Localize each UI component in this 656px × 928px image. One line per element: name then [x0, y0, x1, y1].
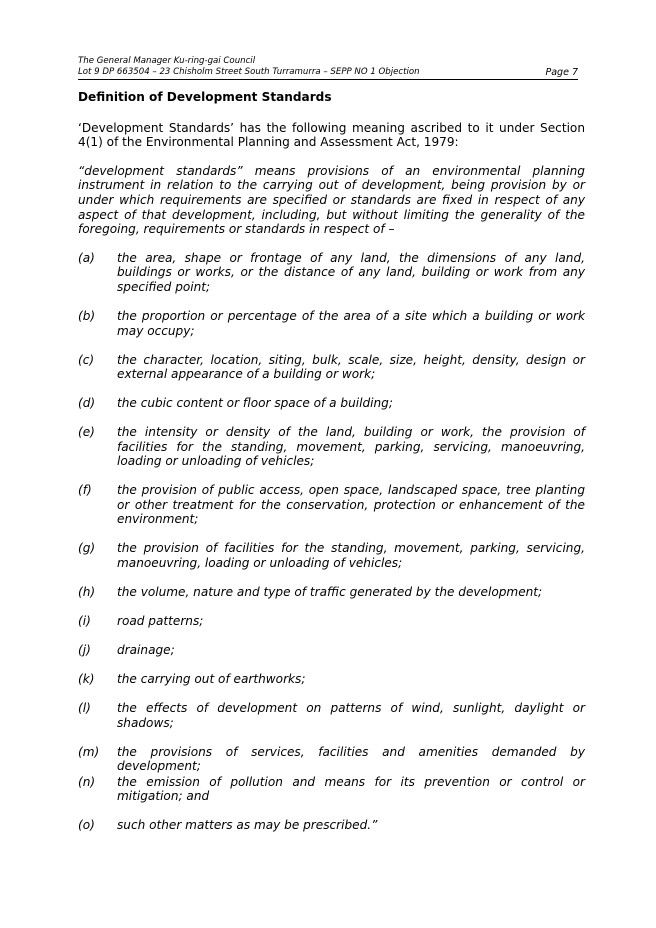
document-body: [78, 90, 585, 847]
list-item: [78, 309, 585, 338]
list-item-text: the provision of public access, open space, landscaped space, tree planting or other treatment for the conservation, protection or enhancement of the environment;: [117, 483, 585, 527]
list-item-label: (e): [78, 425, 95, 440]
list-item: [78, 643, 585, 658]
page-number: Page 7: [545, 67, 578, 78]
list-item-label: (o): [78, 818, 95, 833]
header-subject: Lot 9 DP 663504 – 23 Chisholm Street South Turramurra – SEPP NO 1 Objection: [78, 67, 420, 77]
list-item-text: the carrying out of earthworks;: [117, 671, 306, 686]
list-item-label: (l): [78, 700, 91, 715]
list-item-text: the provision of facilities for the standing, movement, parking, servicing, manoeuvring, loading or unloading of vehicles;: [117, 541, 585, 570]
list-item-label: (b): [78, 308, 96, 323]
list-item-text: the effects of development on patterns of wind, sunlight, daylight or shadows;: [117, 700, 585, 730]
list-item: [78, 775, 585, 804]
list-item-text: drainage;: [117, 642, 175, 657]
list-item: [78, 483, 585, 527]
list-item-text: the area, shape or frontage of any land, the dimensions of any land, buildings or works, or the distance of any land, building or work from any specified point;: [117, 250, 585, 294]
list-item-text: the provisions of services, facilities and amenities demanded by development;: [117, 744, 585, 774]
list-item-text: the intensity or density of the land, building or work, the provision of facilities for the standing, movement, parking, servicing, manoeuvring, loading or unloading of vehicles;: [117, 425, 585, 469]
list-item: [78, 818, 585, 833]
list-item: [78, 585, 585, 600]
definition-paragraph: “development standards” means provisions of an environmental planning instrument in relation to the carrying out of development, being provision by or under which requirements are specified or standards are fixed in respect of any aspect of that development, including, but without limiting the generality of the foregoing, requirements or standards in respect of –: [78, 163, 585, 237]
list-item: [78, 701, 585, 730]
list-item-label: (n): [78, 774, 96, 789]
list-item: [78, 353, 585, 382]
page-header: [78, 56, 578, 80]
list-item-label: (k): [78, 671, 95, 686]
list-item-text: the volume, nature and type of traffic generated by the development;: [117, 584, 543, 599]
list-item-label: (i): [78, 613, 91, 628]
list-item-label: (g): [78, 541, 96, 556]
header-recipient: The General Manager Ku-ring-gai Council: [78, 56, 256, 66]
intro-paragraph: ‘Development Standards’ has the following meaning ascribed to it under Section 4(1) of the Environmental Planning and Assessment Act, 1979:: [78, 120, 585, 150]
header-subject-row: [78, 67, 578, 80]
list-item-label: (f): [78, 483, 92, 498]
list-item-text: the cubic content or floor space of a building;: [117, 396, 393, 411]
list-item: [78, 672, 585, 687]
list-item-label: (d): [78, 396, 96, 411]
list-item: [78, 251, 585, 295]
list-item: [78, 745, 585, 774]
list-item: [78, 396, 585, 411]
list-item-label: (c): [78, 352, 95, 367]
standards-list: [78, 251, 585, 833]
list-item-text: the emission of pollution and means for its prevention or control or mitigation; and: [117, 774, 585, 804]
list-item-text: the character, location, siting, bulk, scale, size, height, density, design or external appearance of a building or work;: [117, 352, 585, 382]
section-heading: Definition of Development Standards: [78, 90, 332, 104]
list-item-label: (m): [78, 744, 100, 759]
list-item-label: (j): [78, 642, 91, 657]
list-item-label: (a): [78, 250, 95, 265]
list-item: [78, 614, 585, 629]
list-item-label: (h): [78, 584, 96, 599]
list-item: [78, 425, 585, 469]
list-item-text: road patterns;: [117, 613, 204, 628]
list-item-text: such other matters as may be prescribed.”: [117, 818, 378, 833]
list-item: [78, 541, 585, 570]
list-item-text: the proportion or percentage of the area of a site which a building or work may occupy;: [117, 308, 585, 338]
